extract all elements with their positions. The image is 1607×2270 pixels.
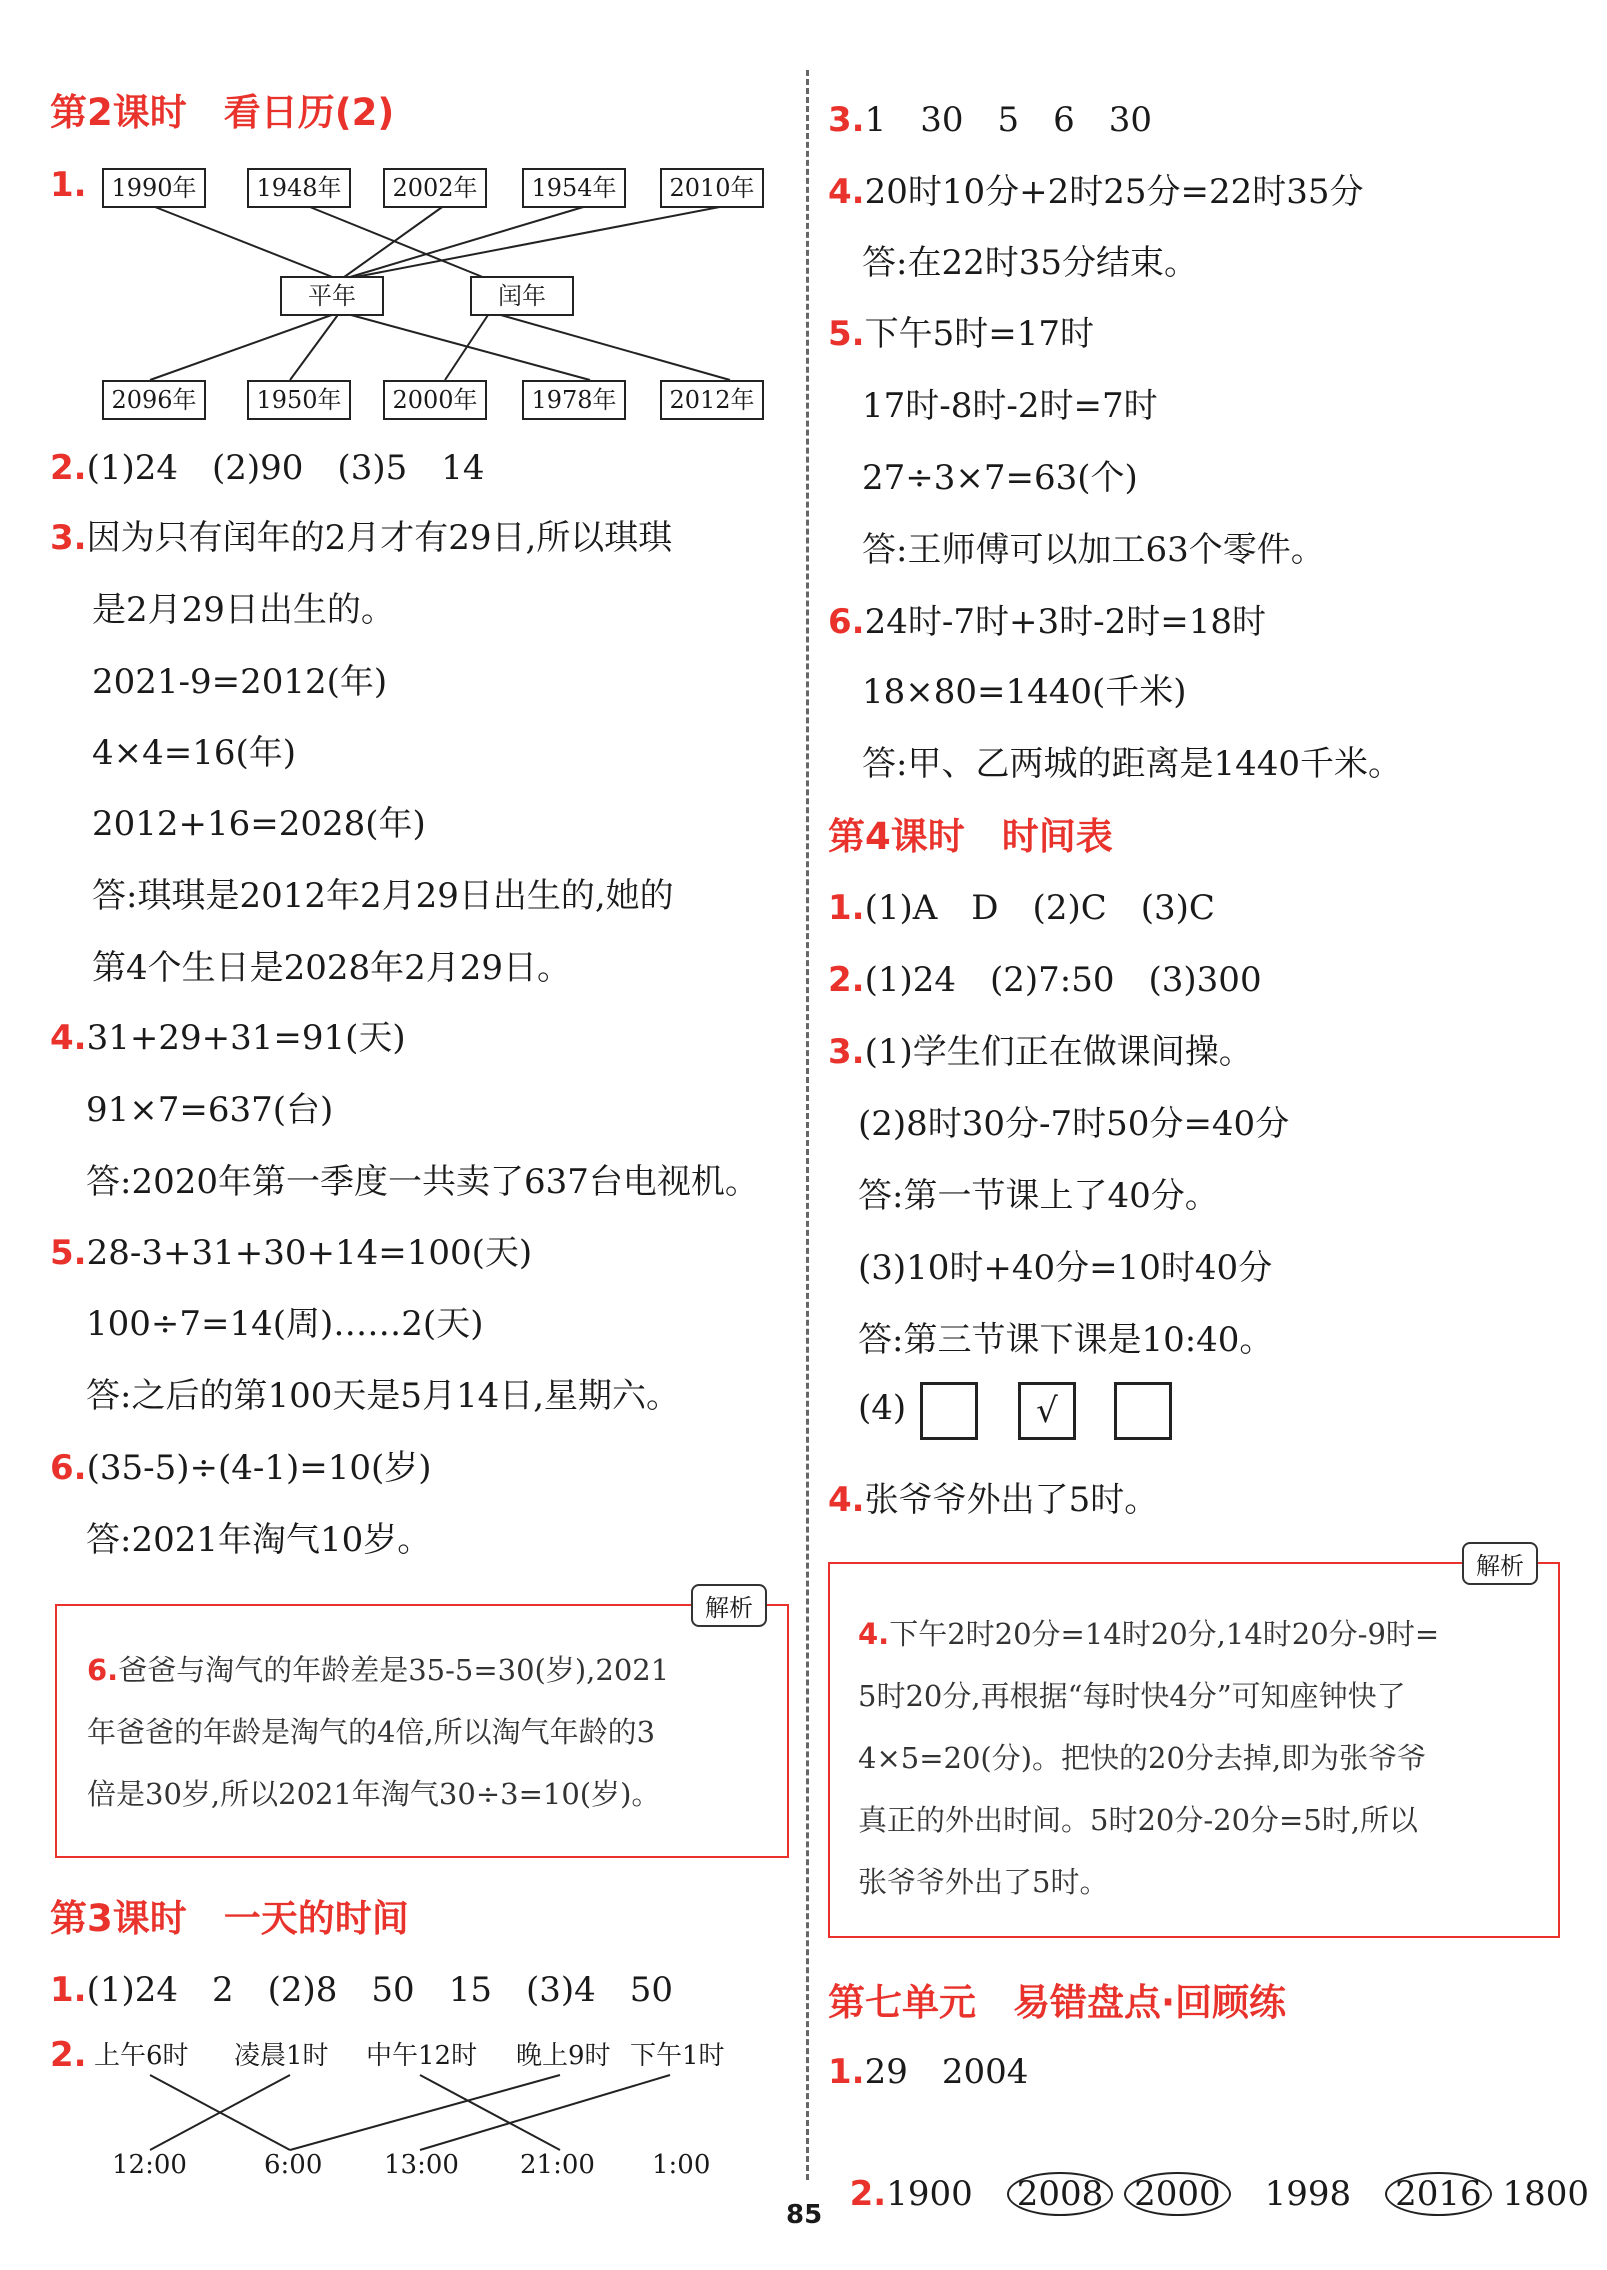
- s3-line-2: (2)8时30分-7时50分=40分: [858, 1104, 1290, 1144]
- year-box-bottom-5: 2012年: [660, 380, 764, 420]
- year-1900: 1900: [886, 2174, 973, 2214]
- r6-line-3: 答:甲、乙两城的距离是1440千米。: [862, 744, 1402, 784]
- r3-line: 3.1 30 5 6 30: [828, 100, 1153, 140]
- s3-line-4: (3)10时+40分=10时40分: [858, 1248, 1273, 1288]
- right-analysis-line-3: 4×5=20(分)。把快的20分去掉,即为张爷爷: [858, 1741, 1427, 1775]
- time-label-bottom-3: 13:00: [384, 2150, 459, 2180]
- s3-line-1: 3.(1)学生们正在做课间操。: [828, 1032, 1253, 1072]
- page-number: 85: [786, 2200, 823, 2230]
- right-analysis-line-2: 5时20分,再根据“每时快4分”可知座钟快了: [858, 1679, 1406, 1713]
- q1-number: 1.: [50, 165, 87, 205]
- r5-line-4: 答:王师傅可以加工63个零件。: [862, 530, 1325, 570]
- year-box-bottom-4: 1978年: [522, 380, 626, 420]
- year-1800: 1800: [1502, 2174, 1590, 2214]
- unit-7-heading: 第七单元 易错盘点·回顾练: [828, 1981, 1287, 2024]
- s3-line-3: 答:第一节课上了40分。: [858, 1176, 1219, 1216]
- year-2000-circled: 2000: [1124, 2172, 1231, 2216]
- q6-line-2: 答:2021年淘气10岁。: [86, 1520, 432, 1560]
- year-box-top-4: 1954年: [522, 168, 626, 208]
- right-analysis-line-1: 4.下午2时20分=14时20分,14时20分-9时=: [858, 1617, 1440, 1651]
- right-analysis-box: [828, 1552, 1560, 1938]
- right-analysis-line-5: 张爷爷外出了5时。: [858, 1865, 1109, 1899]
- year-box-bottom-3: 2000年: [383, 380, 487, 420]
- lesson-3-heading: 第3课时 一天的时间: [50, 1897, 409, 1940]
- r5-line-1: 5.下午5时=17时: [828, 314, 1094, 354]
- right-analysis-line-4: 真正的外出时间。5时20分-20分=5时,所以: [858, 1803, 1419, 1837]
- time-label-bottom-2: 6:00: [264, 2150, 323, 2180]
- r6-line-1: 6.24时-7时+3时-2时=18时: [828, 602, 1266, 642]
- s1-line: 1.(1)A D (2)C (3)C: [828, 888, 1215, 928]
- time-label-bottom-5: 1:00: [652, 2150, 711, 2180]
- time-label-bottom-1: 12:00: [112, 2150, 187, 2180]
- q3-line-4: 4×4=16(年): [92, 733, 297, 773]
- analysis-line-2: 年爸爸的年龄是淘气的4倍,所以淘气年龄的3: [87, 1715, 656, 1749]
- time-label-top-5: 下午1时: [630, 2041, 725, 2071]
- year-box-top-5: 2010年: [660, 168, 764, 208]
- year-2016-circled: 2016: [1385, 2172, 1492, 2216]
- q4-line-2: 91×7=637(台): [86, 1090, 334, 1130]
- r5-line-2: 17时-8时-2时=7时: [862, 386, 1158, 426]
- s2-line: 2.(1)24 (2)7:50 (3)300: [828, 960, 1262, 1000]
- checkbox-2: √: [1018, 1382, 1076, 1440]
- q3-line-5: 2012+16=2028(年): [92, 804, 426, 844]
- analysis-line-3: 倍是30岁,所以2021年淘气30÷3=10(岁)。: [87, 1777, 661, 1811]
- u1-line: 1.29 2004: [828, 2052, 1029, 2092]
- common-year-box: 平年: [280, 276, 384, 316]
- q3-line-1: 3.因为只有闰年的2月才有29日,所以琪琪: [50, 518, 673, 558]
- lesson3-q2-number: 2.: [50, 2035, 87, 2075]
- checkbox-1: [920, 1382, 978, 1440]
- s3-line-5: 答:第三节课下课是10:40。: [858, 1320, 1274, 1360]
- time-matching-lines: [90, 2070, 730, 2160]
- year-1998: 1998: [1264, 2174, 1352, 2214]
- q3-line-7: 第4个生日是2028年2月29日。: [92, 948, 572, 988]
- q3-line-2: 是2月29日出生的。: [92, 590, 395, 630]
- q2-line: 2.(1)24 (2)90 (3)5 14: [50, 448, 485, 488]
- time-label-bottom-4: 21:00: [520, 2150, 595, 2180]
- analysis-tag-right: 解析: [1462, 1542, 1538, 1585]
- time-label-top-3: 中午12时: [366, 2041, 478, 2071]
- checkbox-3: [1114, 1382, 1172, 1440]
- lesson3-q1: 1.(1)24 2 (2)8 50 15 (3)4 50: [50, 1970, 674, 2010]
- lesson-4-heading: 第4课时 时间表: [828, 815, 1113, 858]
- r5-line-3: 27÷3×7=63(个): [862, 458, 1138, 498]
- r4-line-2: 答:在22时35分结束。: [862, 243, 1198, 283]
- year-box-bottom-1: 2096年: [102, 380, 206, 420]
- q3-line-6: 答:琪琪是2012年2月29日出生的,她的: [92, 876, 674, 916]
- q5-line-3: 答:之后的第100天是5月14日,星期六。: [86, 1376, 681, 1416]
- q4-line-3: 答:2020年第一季度一共卖了637台电视机。: [86, 1162, 759, 1202]
- analysis-tag: 解析: [691, 1584, 767, 1627]
- year-2008-circled: 2008: [1007, 2172, 1114, 2216]
- year-box-top-2: 1948年: [247, 168, 351, 208]
- q4-line-1: 4.31+29+31=91(天): [50, 1018, 406, 1058]
- q6-line-1: 6.(35-5)÷(4-1)=10(岁): [50, 1448, 432, 1488]
- year-box-top-3: 2002年: [383, 168, 487, 208]
- u2-line: 2.1900 2008 2000 1998 2016 1800: [849, 2174, 1590, 2214]
- time-label-top-1: 上午6时: [94, 2041, 189, 2071]
- s3-line-6: (4): [858, 1388, 907, 1428]
- s4-line: 4.张爷爷外出了5时。: [828, 1480, 1159, 1520]
- q5-line-1: 5.28-3+31+30+14=100(天): [50, 1233, 533, 1273]
- lesson-2-heading: 第2课时 看日历(2): [50, 91, 395, 134]
- column-divider: [806, 70, 809, 2180]
- r4-line-1: 4.20时10分+2时25分=22时35分: [828, 172, 1364, 212]
- q3-line-3: 2021-9=2012(年): [92, 662, 388, 702]
- year-box-bottom-2: 1950年: [247, 380, 351, 420]
- year-box-top-1: 1990年: [102, 168, 206, 208]
- analysis-line-1: 6.爸爸与淘气的年龄差是35-5=30(岁),2021: [87, 1653, 670, 1687]
- leap-year-box: 闰年: [470, 276, 574, 316]
- left-analysis-box: [55, 1594, 789, 1858]
- q5-line-2: 100÷7=14(周)……2(天): [86, 1304, 484, 1344]
- time-label-top-4: 晚上9时: [516, 2041, 611, 2071]
- time-label-top-2: 凌晨1时: [234, 2041, 329, 2071]
- r6-line-2: 18×80=1440(千米): [862, 672, 1187, 712]
